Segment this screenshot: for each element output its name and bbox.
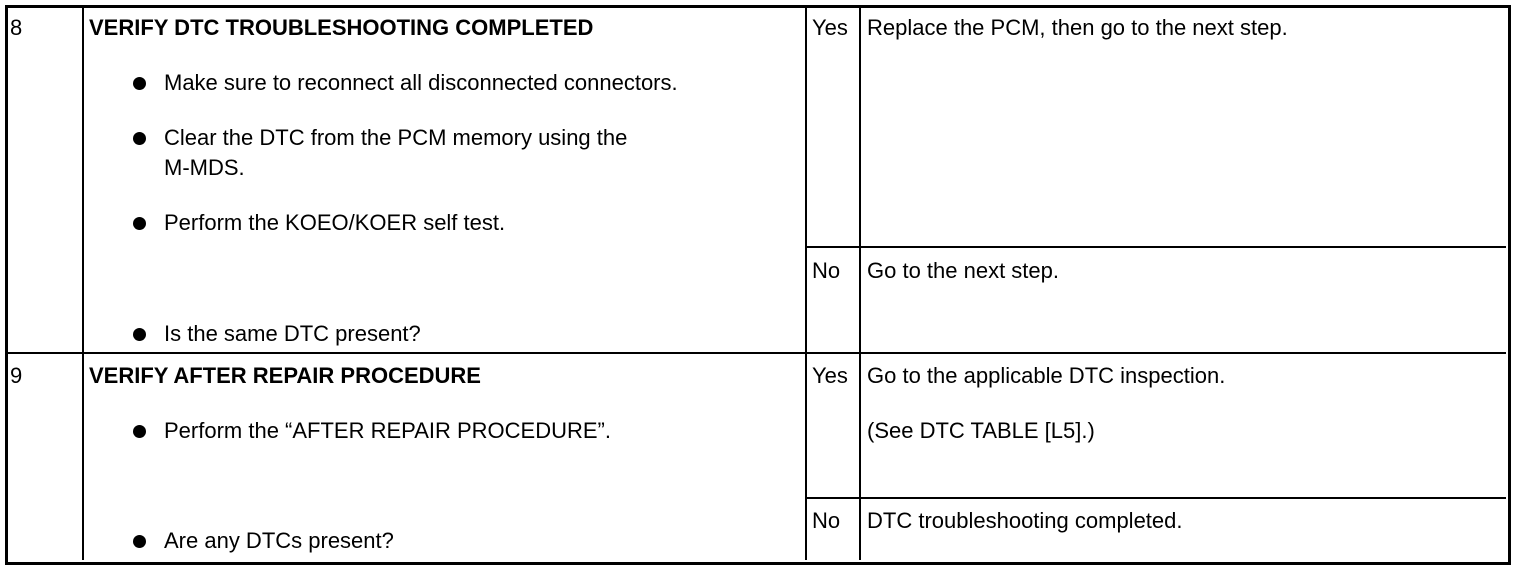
row-divider [6, 352, 1506, 354]
step-title: VERIFY DTC TROUBLESHOOTING COMPLETED [89, 15, 594, 40]
no-action: DTC troubleshooting completed. [867, 508, 1183, 533]
bullet-dot [133, 77, 146, 90]
step-number: 8 [10, 15, 23, 40]
yes-action: Replace the PCM, then go to the next step. [867, 15, 1288, 40]
bullet-text: Perform the “AFTER REPAIR PROCEDURE”. [164, 418, 611, 443]
bullet-text: Clear the DTC from the PCM memory using the [164, 125, 628, 150]
column-divider [82, 6, 84, 560]
yes-no-divider [806, 497, 1506, 499]
yes-action: Go to the applicable DTC inspection. [867, 363, 1226, 388]
column-divider [859, 6, 861, 560]
step-title: VERIFY AFTER REPAIR PROCEDURE [89, 363, 481, 388]
question-text: Are any DTCs present? [164, 528, 394, 553]
yes-no-divider [806, 246, 1506, 248]
bullet-dot [133, 217, 146, 230]
yes-action-reference: (See DTC TABLE [L5].) [867, 418, 1095, 443]
question-text: Is the same DTC present? [164, 321, 421, 346]
no-label: No [812, 508, 841, 533]
no-label: No [812, 258, 841, 283]
yes-label: Yes [812, 15, 848, 40]
bullet-dot [133, 425, 146, 438]
column-divider [805, 6, 807, 560]
bullet-text-continued: M-MDS. [164, 155, 245, 180]
step-number: 9 [10, 363, 23, 388]
bullet-text: Make sure to reconnect all disconnected connectors. [164, 70, 678, 95]
bullet-text: Perform the KOEO/KOER self test. [164, 210, 506, 235]
yes-label: Yes [812, 363, 848, 388]
bullet-dot [133, 328, 146, 341]
bullet-dot [133, 132, 146, 145]
no-action: Go to the next step. [867, 258, 1060, 283]
bullet-dot [133, 535, 146, 548]
